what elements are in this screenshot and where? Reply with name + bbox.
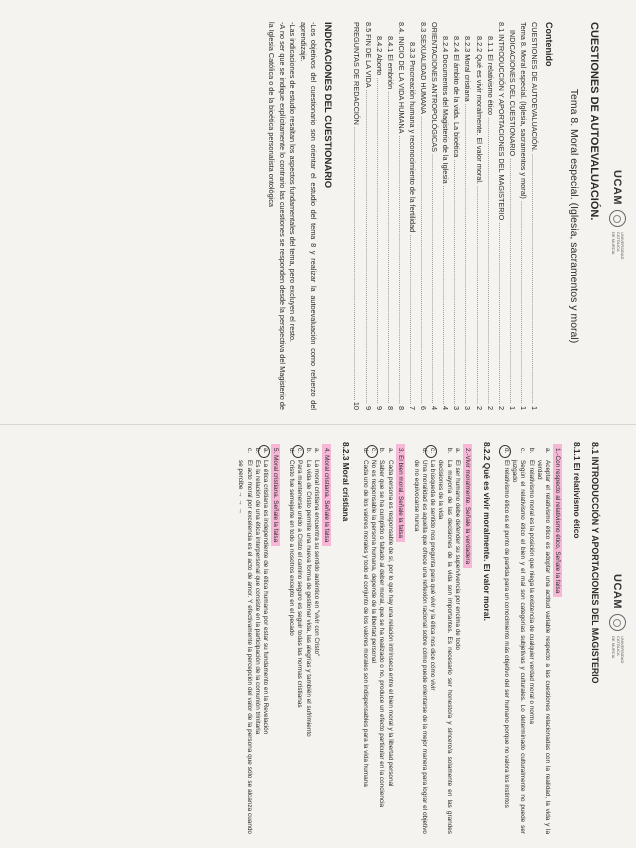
answer-letter: b. (445, 448, 453, 454)
toc-entry-title: 8.1.1 El relativismo ético (485, 36, 495, 116)
answer-option[interactable] (253, 448, 261, 834)
table-of-contents (351, 22, 540, 410)
toc-leader-dots (407, 234, 418, 404)
university-name-right: UNIVERSIDAD CATÓLICA DE MURCIA (611, 636, 626, 664)
toc-entry[interactable] (529, 22, 540, 410)
highlighted-question-prompt: 5. Moral cristiana. Señale la falsa (271, 444, 280, 546)
answer-letter: d. (288, 448, 296, 454)
answer-option[interactable] (385, 448, 393, 834)
instructions-heading: INDICACIONES DEL CUESTIONARIO (322, 22, 334, 189)
answer-option[interactable] (261, 448, 269, 834)
right-page (0, 424, 636, 848)
toc-leader-dots (396, 136, 407, 404)
toc-entry-page: 9 (374, 405, 384, 410)
toc-entry-page: 8 (385, 405, 395, 410)
answer-text: Según el relativismo ético el bien y el mal son categorías subjetivas y culturales. Lo determinado culturalmente no puede ser juzgado (511, 460, 527, 834)
toc-leader-dots (485, 117, 496, 404)
answer-text: La mayoría de las decisiones de la vida son importantes. Es necesario ser honesto/a y sincero/a solamente en las grandes decisiones de la vida (437, 460, 453, 834)
answer-letter: d. (361, 448, 369, 454)
toc-entry[interactable] (462, 22, 473, 410)
toc-entry[interactable] (507, 22, 518, 410)
answer-letter: b. (253, 448, 261, 454)
instructions-list (266, 22, 319, 410)
toc-entry-title: 8.1 INTRODUCCIÓN Y APORTACIONES DEL MAGISTERIO (496, 22, 506, 221)
answer-letter: a. (544, 448, 551, 454)
toc-entry[interactable] (385, 22, 396, 410)
circled-answer-letter: c. (428, 448, 436, 460)
toc-entry-title: 8.2.2 Qué es vivir moralmente. El valor moral. (474, 36, 484, 185)
highlighted-question-prompt: 3. El bien moral. Señale la falsa (396, 444, 405, 542)
answer-option[interactable] (303, 448, 311, 834)
left-page-content (266, 22, 600, 410)
section-title: 8.2.3 Moral cristiana (340, 442, 351, 522)
toc-entry-title: ORIENTACIONES ANTROPOLÓGICAS (430, 22, 440, 153)
brand-name: UCAM (611, 170, 624, 205)
toc-entry-title: 8.4.1 El embrión (385, 36, 395, 90)
instruction-paragraph: -A no ser que se indique explícitamente lo contrario las cuestiones se responden desde la perspectiva del Magisterio de la Iglesia Católica o de la bioética personalista ontológica (267, 22, 287, 410)
toc-entry-title: CUESTIONES DE AUTOEVALUACIÓN. (530, 22, 539, 152)
answer-letter: b. (378, 448, 386, 454)
highlighted-question-prompt: 2.-Vivir moralmente. Señale la verdadera (463, 444, 472, 568)
toc-entry-page: 4 (441, 405, 451, 410)
answer-text: Aceptar el relativismo ético es adoptar una actitud variable respecto a las cuestiones relacionadas con la realidad, la vida y la verdad (535, 460, 551, 834)
toc-entry-title: 8.5 FIN DE LA VIDA (363, 22, 373, 88)
brand-name-right: UCAM (611, 574, 624, 609)
answer-option[interactable] (436, 448, 452, 834)
toc-entry[interactable] (363, 22, 374, 410)
toc-leader-dots (473, 186, 484, 404)
toc-entry-page: 1 (507, 405, 517, 410)
answer-text: Cada persona es responsable de sí, por lo que hay una relación intrínseca entre el bien moral y la libertad personal (386, 460, 394, 787)
highlighted-question-prompt: 4. Moral cristiana. Señale la falsa (322, 444, 331, 546)
highlighted-question-prompt: 1.-Con respecto al relativismo ético, Señale la falsa (553, 444, 562, 597)
answer-option[interactable] (361, 448, 369, 834)
toc-leader-dots (507, 158, 518, 404)
toc-entry[interactable] (407, 22, 418, 410)
answer-option[interactable] (287, 448, 295, 834)
toc-entry[interactable] (451, 22, 462, 410)
answer-text: Cada uno de los valores morales y todo el conjunto de los valores morales son indispensables para la vida humana (361, 460, 369, 787)
answer-option[interactable] (526, 448, 534, 834)
answer-option[interactable] (502, 448, 510, 834)
toc-heading: Contenido (544, 22, 554, 67)
toc-entry-title: 8.2.4 El ámbito de la vida. La bioética (452, 36, 462, 158)
answer-letter: a. (312, 448, 320, 454)
toc-leader-dots (440, 186, 451, 404)
toc-entry-title: 8.4.2 Aborto (374, 36, 384, 76)
answer-text: Una moralidad es aquella que ofrece una reflexión racional sobre cómo puede orientarse de la mejor manera para lograr el objetivo de no equivocarse nunca (412, 460, 428, 834)
toc-entry-title: INDICACIONES DEL CUESTIONARIO (507, 30, 517, 157)
toc-entry-title: PREGUNTAS DE REDACCIÓN (352, 22, 362, 125)
answer-text: La búsqueda de sentido nos pregunta para qué vivir y la ética nos dice cómo vivir (429, 460, 437, 691)
document-subtitle: Tema 8. Moral especial. (Iglesia, sacramentos y moral) (568, 88, 580, 344)
toc-entry-page: 9 (363, 405, 373, 410)
section-title: 8.1.1 El relativismo ético (572, 442, 582, 539)
toc-entry-page: 6 (419, 405, 429, 410)
toc-entry-page: 2 (496, 405, 506, 410)
university-name: UNIVERSIDAD CATÓLICA DE MURCIA (611, 232, 626, 260)
document-title: CUESTIONES DE AUTOEVALUACIÓN. (588, 22, 600, 221)
answer-text: El relativismo moral es la posición que niega la existencia de cualquier verdad moral o norma (527, 460, 535, 724)
toc-entry-page: 3 (463, 405, 473, 410)
answer-option[interactable] (295, 448, 303, 834)
answer-text: Cristo fue semejante en todo a nosotros excepto en el pecado (288, 460, 296, 636)
toc-entry[interactable] (485, 22, 496, 410)
answer-option[interactable] (236, 448, 252, 834)
answer-option[interactable] (428, 448, 436, 834)
answer-text: La moral cristiana encuentra su sentido auténtico en "vivir con Cristo" (312, 460, 320, 657)
toc-entry[interactable] (440, 22, 451, 410)
toc-entry-page: 3 (452, 405, 462, 410)
answer-option[interactable] (369, 448, 377, 834)
answer-letter: b. (527, 448, 535, 454)
answer-text: La ética cristiana es independiente de la ética humana por estar su fundamento en la Revelación (261, 460, 269, 735)
answer-letter: c. (245, 448, 253, 453)
toc-entry-title: 8.2.3 Moral cristiana (463, 36, 473, 102)
circled-answer-letter: a. (261, 448, 269, 460)
answer-option[interactable] (412, 448, 428, 834)
answer-option[interactable] (312, 448, 320, 834)
header-logo-right (609, 574, 626, 674)
answer-letter: d. (420, 448, 428, 454)
answer-text: Saber que se ha cumplido o faltado al deber moral, que se ha realizado o no, produce un efecto particular en la conciencia (378, 460, 386, 808)
answer-text: La vida de Cristo permite una nueva forma de gestionar vida, las alegrías y también el sufrimiento (304, 460, 312, 737)
answer-letter: a. (453, 448, 461, 454)
toc-entry[interactable] (396, 22, 407, 410)
circled-answer-letter: c. (295, 448, 303, 460)
toc-entry[interactable] (374, 22, 385, 410)
toc-entry-page: 2 (474, 405, 484, 410)
university-seal-icon (609, 614, 626, 631)
instruction-paragraph: -Los objetivos del cuestionario son orientar el estudio del tema 8 y realizar la autoevaluación como refuerzo del aprendizaje. (298, 22, 319, 410)
toc-entry-page: 4 (430, 405, 440, 410)
toc-entry-page: 2 (485, 405, 495, 410)
toc-entry[interactable] (418, 22, 429, 410)
toc-leader-dots (385, 91, 396, 404)
toc-leader-dots (451, 159, 462, 404)
toc-leader-dots (518, 201, 529, 404)
toc-entry-page: 8 (396, 405, 406, 410)
university-seal-icon (609, 210, 626, 227)
toc-leader-dots (429, 154, 440, 404)
answer-letter: a. (386, 448, 394, 454)
circled-answer-letter: c. (369, 448, 377, 460)
toc-entry-page: 10 (352, 401, 362, 410)
circled-answer-letter: d. (502, 448, 510, 460)
toc-entry[interactable] (518, 22, 529, 410)
toc-entry[interactable] (429, 22, 440, 410)
answer-option[interactable] (453, 448, 461, 834)
toc-entry[interactable] (473, 22, 484, 410)
answer-letter: b. (304, 448, 312, 454)
toc-leader-dots (418, 116, 429, 404)
toc-entry-page: 1 (518, 405, 528, 410)
toc-leader-dots (496, 222, 507, 404)
toc-entry-title: 8.2.4 Documentos del Magisterio de la Iglesia (441, 36, 451, 184)
right-page-content (236, 442, 600, 834)
answer-text: El acto moral por excelencia es el acto de amor. Y efectivamente la percepción del valor de la persona que sólo se alcanza cuando se percibe → → → (237, 460, 253, 834)
section-title: 8.2.2 Qué es vivir moralmente. El valor moral. (481, 442, 492, 621)
toc-entry-title: 8.4. INICIO DE LA VIDA HUMANA (396, 22, 406, 134)
toc-leader-dots (529, 154, 540, 404)
header-logo (609, 170, 626, 270)
toc-leader-dots (351, 127, 362, 400)
toc-leader-dots (374, 77, 385, 404)
instruction-paragraph: -Las indicaciones de estudio resaltan los aspectos fundamentales del tema, pero excluyen el resto. (288, 22, 298, 343)
answer-text: No es responsable la persona humana, depende de la libertad personal (370, 460, 378, 663)
question-sections (236, 442, 582, 834)
toc-entry[interactable] (351, 22, 362, 410)
toc-entry-page: 1 (530, 405, 539, 410)
toc-entry-page: 7 (407, 405, 417, 410)
toc-entry[interactable] (496, 22, 507, 410)
toc-leader-dots (363, 90, 374, 404)
answer-option[interactable] (510, 448, 526, 834)
answer-letter: c. (519, 448, 527, 453)
answer-text: El ser humano debe defender su supervivencia por encima de todo (453, 460, 461, 651)
answer-text: Es la relación de una ética interpersonal que consiste en la participación de la comunión trinitaria (253, 460, 261, 735)
toc-entry-title: 8.3.3 Procreación humana y reconocimiento de la fertilidad (407, 42, 417, 233)
chapter-heading: 8.1 INTRODUCCIÓN Y APORTACIONES DEL MAGISTERIO (590, 442, 600, 684)
toc-entry-title: Tema 8. Moral especial. (Iglesia, sacramentos y moral) (518, 22, 528, 199)
answer-option[interactable] (377, 448, 385, 834)
toc-entry-title: 8.3 SEXUALIDAD HUMANA (419, 22, 429, 115)
answer-text: El relativismo ético es el punto de partida para un conocimiento más objetivo del ser humano porque no valora los instintos (502, 460, 510, 808)
answer-option[interactable] (535, 448, 551, 834)
answer-text: Para mantenerse unido a Cristo el camino seguro es seguir todas las normas cristianas (296, 460, 304, 708)
toc-leader-dots (462, 104, 473, 404)
